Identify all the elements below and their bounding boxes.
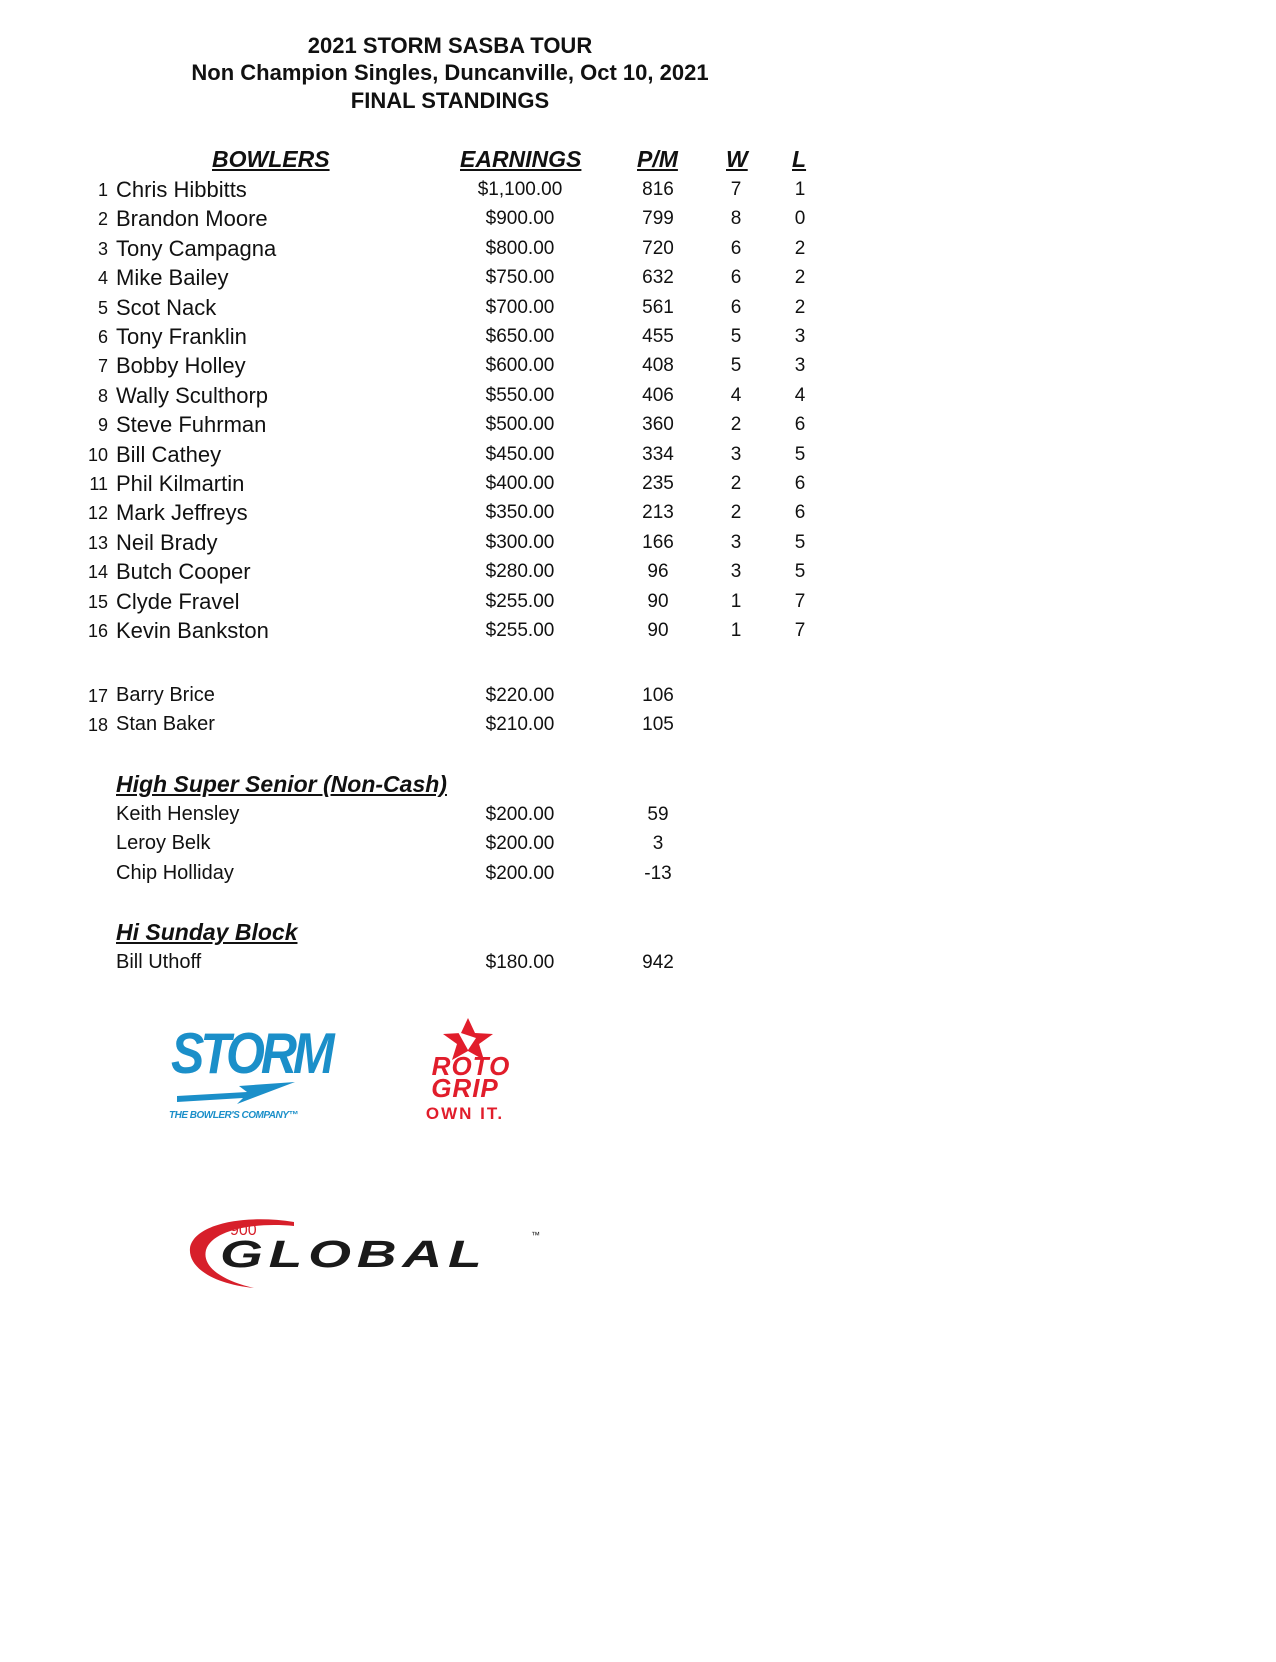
table-row [0,412,900,440]
title-line-2: Non Champion Singles, Duncanville, Oct 10, 2021 [191,60,709,85]
bowler-name-cell: Steve Fuhrman [116,412,267,438]
column-header-pm: P/M [637,146,678,172]
pm-cell: 632 [642,267,674,289]
losses-cell: 5 [794,561,806,583]
losses-cell: 6 [794,473,806,494]
earnings-cell: $500.00 [485,414,555,436]
earnings-cell: $450.00 [485,443,555,465]
losses-cell: 7 [794,620,806,641]
losses-cell: 6 [794,414,806,436]
earnings-cell: $800.00 [485,237,555,259]
column-header-w: W [726,146,748,172]
global-number: 900 [230,1222,257,1239]
wins-cell: 4 [730,384,742,406]
bowler-name-cell: Phil Kilmartin [116,471,245,496]
bowler-name-cell: Scot Nack [116,294,217,320]
table-row [0,831,900,859]
earnings-cell: $300.00 [485,531,555,553]
table-row [0,683,900,711]
pm-cell: 360 [642,414,674,436]
losses-cell: 3 [794,326,806,347]
bowler-name-cell: Butch Cooper [116,559,251,585]
pm-cell: 96 [647,561,669,583]
rank-cell: 8 [97,385,108,406]
bowler-name-cell: Keith Hensley [116,803,240,825]
earnings-cell: $255.00 [485,590,555,612]
table-row [0,442,900,470]
storm-tagline: THE BOWLER'S COMPANY™ [169,1110,298,1121]
own-it-tagline: OWN IT. [425,1104,505,1123]
table-row [0,500,900,528]
earnings-cell: $200.00 [485,862,555,884]
wins-cell: 5 [730,355,742,377]
pm-cell: 106 [642,685,674,706]
bowler-name-cell: Tony Franklin [116,324,247,349]
wins-cell: 8 [730,208,742,230]
pm-cell: 406 [642,384,674,406]
pm-cell: 213 [642,502,674,524]
losses-cell: 3 [794,355,806,377]
bowler-name-cell: Mark Jeffreys [116,500,248,526]
losses-cell: 6 [794,502,806,524]
bowler-name-cell: Neil Brady [116,529,218,555]
title-line-1: 2021 STORM SASBA TOUR [307,33,593,58]
wins-cell: 6 [730,267,742,289]
bowler-name-cell: Barry Brice [116,684,215,706]
bowler-name-cell: Chris Hibbitts [116,177,247,202]
column-header-bowlers: BOWLERS [212,146,330,172]
table-row [0,295,900,323]
earnings-cell: $200.00 [485,833,555,855]
global-trademark: ™ [531,1230,540,1240]
rank-cell: 6 [97,327,108,347]
bowler-name-cell: Clyde Fravel [116,588,240,614]
bowler-name-cell: Brandon Moore [116,206,268,232]
rank-cell: 13 [87,532,108,553]
rank-cell: 14 [87,562,108,583]
rank-cell: 10 [87,444,108,465]
table-row [0,950,900,978]
table-row [0,861,900,889]
table-row [0,383,900,411]
wins-cell: 7 [730,179,742,200]
losses-cell: 7 [794,590,806,612]
table-row [0,353,900,381]
earnings-cell: $600.00 [485,355,555,377]
pm-cell: 799 [642,208,674,230]
pm-cell: 105 [642,714,674,736]
wins-cell: 6 [730,237,742,259]
global-wordmark: GLOBAL [220,1234,488,1276]
table-row [0,618,900,646]
bowler-name-cell: Mike Bailey [116,265,229,291]
earnings-cell: $280.00 [485,561,555,583]
storm-wordmark: STORM [171,1021,331,1086]
losses-cell: 5 [794,443,806,465]
pm-cell: 561 [642,296,674,318]
bowler-name-cell: Stan Baker [116,713,215,736]
rank-cell: 9 [97,415,108,436]
table-row [0,559,900,587]
table-row [0,177,900,205]
rank-cell: 3 [97,238,108,259]
bowler-name-cell: Wally Sculthorp [116,382,269,408]
wins-cell: 2 [730,473,742,494]
losses-cell: 0 [794,208,806,230]
lightning-bolt-icon [177,1078,297,1108]
earnings-cell: $1,100.00 [477,179,563,200]
pm-cell: 90 [647,590,669,612]
roto-text: ROTO [431,1051,511,1081]
bowler-name-cell: Bill Uthoff [116,951,202,973]
pm-cell: 166 [642,531,674,553]
wins-cell: 2 [730,414,742,436]
table-row [0,324,900,352]
wins-cell: 2 [730,502,742,524]
pm-cell: 942 [642,952,674,973]
earnings-cell: $400.00 [485,473,555,494]
pm-cell: 408 [642,355,674,377]
section-title-super-senior: High Super Senior (Non-Cash) [116,771,447,797]
wins-cell: 1 [730,620,742,641]
title-line-3: FINAL STANDINGS [350,88,550,113]
wins-cell: 1 [730,590,742,612]
wins-cell: 3 [730,531,742,553]
rank-cell: 5 [97,297,108,318]
earnings-cell: $350.00 [485,502,555,524]
pm-cell: 3 [652,833,664,855]
table-row [0,712,900,740]
pm-cell: 235 [642,473,674,494]
rank-cell: 11 [89,474,108,494]
wins-cell: 3 [730,561,742,583]
losses-cell: 2 [794,296,806,318]
pm-cell: 59 [647,804,669,825]
roto-grip-logo [398,1018,544,1128]
earnings-cell: $700.00 [485,296,555,318]
pm-cell: 455 [642,326,674,347]
pm-cell: 816 [642,179,674,200]
earnings-cell: $200.00 [485,804,555,825]
rank-cell: 18 [87,715,108,736]
wins-cell: 6 [730,296,742,318]
pm-cell: 720 [642,237,674,259]
table-row [0,589,900,617]
losses-cell: 1 [794,179,806,200]
pm-cell: 90 [647,620,669,641]
earnings-cell: $220.00 [485,685,555,706]
pm-cell: -13 [644,862,672,884]
earnings-cell: $255.00 [485,620,555,641]
table-row [0,206,900,234]
earnings-cell: $210.00 [485,714,555,736]
earnings-cell: $650.00 [485,326,555,347]
bowler-name-cell: Leroy Belk [116,832,211,855]
bowler-name-cell: Bobby Holley [116,353,246,379]
rank-cell: 2 [97,209,108,230]
storm-logo [165,1020,331,1125]
rank-cell: 15 [87,591,108,612]
losses-cell: 4 [794,384,806,406]
table-row [0,471,900,499]
bowler-name-cell: Chip Holliday [116,861,234,884]
wins-cell: 3 [730,443,742,465]
900-global-logo [184,1212,544,1292]
rank-cell: 7 [97,356,108,377]
table-row [0,530,900,558]
rank-cell: 4 [97,268,108,289]
bowler-name-cell: Kevin Bankston [116,618,269,643]
rank-cell: 12 [87,503,108,524]
losses-cell: 2 [794,237,806,259]
rank-cell: 16 [87,621,108,641]
wins-cell: 5 [730,326,742,347]
earnings-cell: $180.00 [485,952,555,973]
rank-cell: 1 [97,180,108,200]
column-header-earnings: EARNINGS [460,146,582,172]
grip-text: GRIP [431,1073,499,1103]
earnings-cell: $550.00 [485,384,555,406]
rank-cell: 17 [87,686,108,706]
table-row [0,236,900,264]
table-row [0,265,900,293]
table-row [0,802,900,830]
section-title-sunday-block: Hi Sunday Block [116,919,298,945]
losses-cell: 5 [794,531,806,553]
bowler-name-cell: Tony Campagna [116,235,277,261]
bowler-name-cell: Bill Cathey [116,441,222,467]
earnings-cell: $750.00 [485,267,555,289]
losses-cell: 2 [794,267,806,289]
pm-cell: 334 [642,443,674,465]
column-header-l: L [792,146,807,172]
earnings-cell: $900.00 [485,208,555,230]
